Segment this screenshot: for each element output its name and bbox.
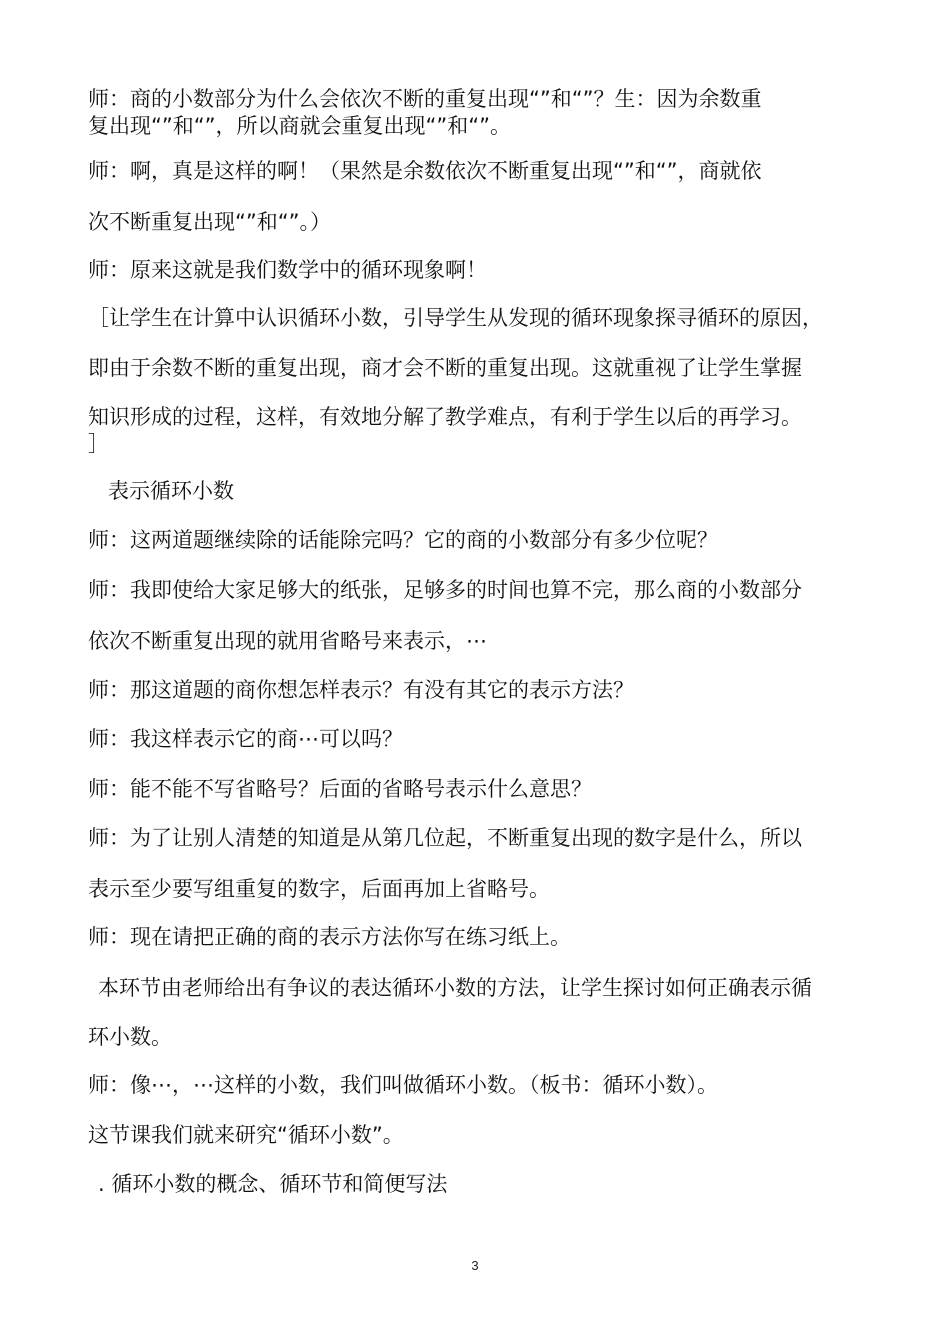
text-line: 即由于余数不断的重复出现，商才会不断的重复出现。这就重视了让学生掌握 xyxy=(88,356,802,380)
section-heading: 表示循环小数 xyxy=(108,479,234,503)
page-number: 3 xyxy=(471,1258,479,1273)
text-line: 复出现“”和“”，所以商就会重复出现“”和“”。 xyxy=(88,114,512,138)
text-line: 师：我即使给大家足够大的纸张，足够多的时间也算不完，那么商的小数部分 xyxy=(88,578,802,602)
text-line: 师：啊，真是这样的啊！（果然是余数依次不断重复出现“”和“”，商就依 xyxy=(88,159,762,183)
text-line: 师：那这道题的商你想怎样表示？有没有其它的表示方法？ xyxy=(88,678,634,702)
text-line: 师：能不能不写省略号？后面的省略号表示什么意思？ xyxy=(88,777,592,801)
text-line: 师：像⋯，⋯这样的小数，我们叫做循环小数。（板书：循环小数）。 xyxy=(88,1073,718,1097)
text-line: 师：我这样表示它的商⋯可以吗？ xyxy=(88,727,403,751)
text-line: ］ xyxy=(88,432,109,456)
text-line: 次不断重复出现“”和“”。） xyxy=(88,210,332,234)
section-heading: . 循环小数的概念、循环节和简便写法 xyxy=(98,1172,448,1196)
text-line: 师：原来这就是我们数学中的循环现象啊！ xyxy=(88,258,487,282)
text-line: 师：这两道题继续除的话能除完吗？它的商的小数部分有多少位呢？ xyxy=(88,528,718,552)
text-line: 依次不断重复出现的就用省略号来表示，⋯ xyxy=(88,629,487,653)
text-line: 本环节由老师给出有争议的表达循环小数的方法，让学生探讨如何正确表示循 xyxy=(98,976,812,1000)
text-line: 这节课我们就来研究“循环小数”。 xyxy=(88,1123,404,1147)
text-line: 表示至少要写组重复的数字，后面再加上省略号。 xyxy=(88,877,550,901)
text-line: 师：为了让别人清楚的知道是从第几位起，不断重复出现的数字是什么，所以 xyxy=(88,826,802,850)
text-line: ［让学生在计算中认识循环小数，引导学生从发现的循环现象探寻循环的原因， xyxy=(88,306,823,330)
text-line: 知识形成的过程，这样，有效地分解了教学难点，有利于学生以后的再学习。 xyxy=(88,405,802,429)
text-line: 环小数。 xyxy=(88,1025,172,1049)
text-line: 师：商的小数部分为什么会依次不断的重复出现“”和“”？生：因为余数重 xyxy=(88,87,762,111)
text-line: 师：现在请把正确的商的表示方法你写在练习纸上。 xyxy=(88,925,571,949)
